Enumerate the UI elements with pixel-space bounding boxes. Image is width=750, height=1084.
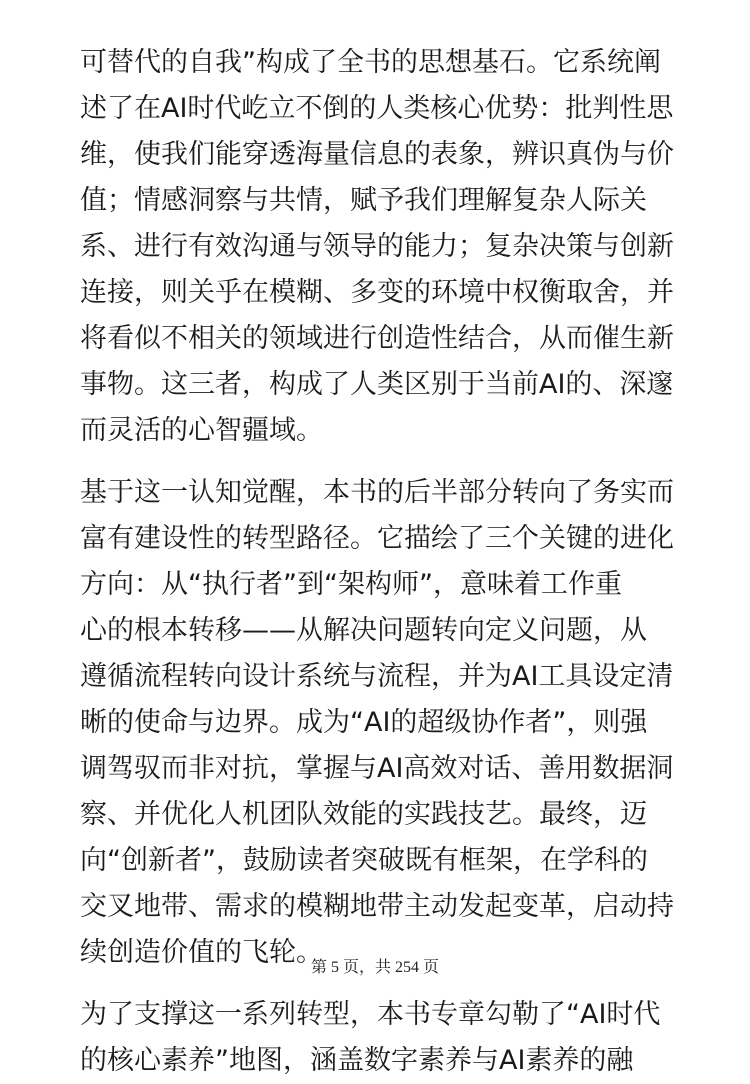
text-line: 而灵活的心智疆域。 xyxy=(80,415,323,446)
text-line: 事物。这三者，构成了人类区别于当前AI的、深邃 xyxy=(80,369,674,400)
text-line: 调驾驭而非对抗，掌握与AI高效对话、善用数据洞 xyxy=(80,753,674,784)
text-line: 晰的使命与边界。成为“AI的超级协作者”，则强 xyxy=(80,707,648,738)
text-line: 遵循流程转向设计系统与流程，并为AI工具设定清 xyxy=(80,661,674,692)
body-text xyxy=(80,40,680,1084)
paragraph xyxy=(80,470,680,976)
text-line: 富有建设性的转型路径。它描绘了三个关键的进化 xyxy=(80,523,674,554)
text-line: 方向：从“执行者”到“架构师”，意味着工作重 xyxy=(80,569,622,600)
text-line: 基于这一认知觉醒，本书的后半部分转向了务实而 xyxy=(80,477,674,508)
text-line: 值；情感洞察与共情，赋予我们理解复杂人际关 xyxy=(80,185,647,216)
text-line: 心的根本转移——从解决问题转向定义问题，从 xyxy=(80,615,647,646)
text-line: 连接，则关乎在模糊、多变的环境中权衡取舍，并 xyxy=(80,277,674,308)
text-line: 述了在AI时代屹立不倒的人类核心优势：批判性思 xyxy=(80,93,674,124)
text-line: 交叉地带、需求的模糊地带主动发起变革，启动持 xyxy=(80,891,674,922)
text-line: 向“创新者”，鼓励读者突破既有框架，在学科的 xyxy=(80,845,648,876)
text-line: 察、并优化人机团队效能的实践技艺。最终，迈 xyxy=(80,799,647,830)
text-line: 将看似不相关的领域进行创造性结合，从而催生新 xyxy=(80,323,674,354)
page-number-footer: 第 5 页，共 254 页 xyxy=(310,959,439,976)
text-line: 系、进行有效沟通与领导的能力；复杂决策与创新 xyxy=(80,231,674,262)
text-line: 的核心素养”地图，涵盖数字素养与AI素养的融 xyxy=(80,1045,634,1076)
text-line: 维，使我们能穿透海量信息的表象，辨识真伪与价 xyxy=(80,139,674,170)
text-line: 为了支撑这一系列转型，本书专章勾勒了“AI时代 xyxy=(80,999,661,1030)
paragraph xyxy=(80,40,680,454)
text-line: 续创造价值的飞轮。 xyxy=(80,937,323,968)
text-line: 可替代的自我”构成了全书的思想基石。它系统阐 xyxy=(80,47,661,78)
paragraph xyxy=(80,992,680,1084)
